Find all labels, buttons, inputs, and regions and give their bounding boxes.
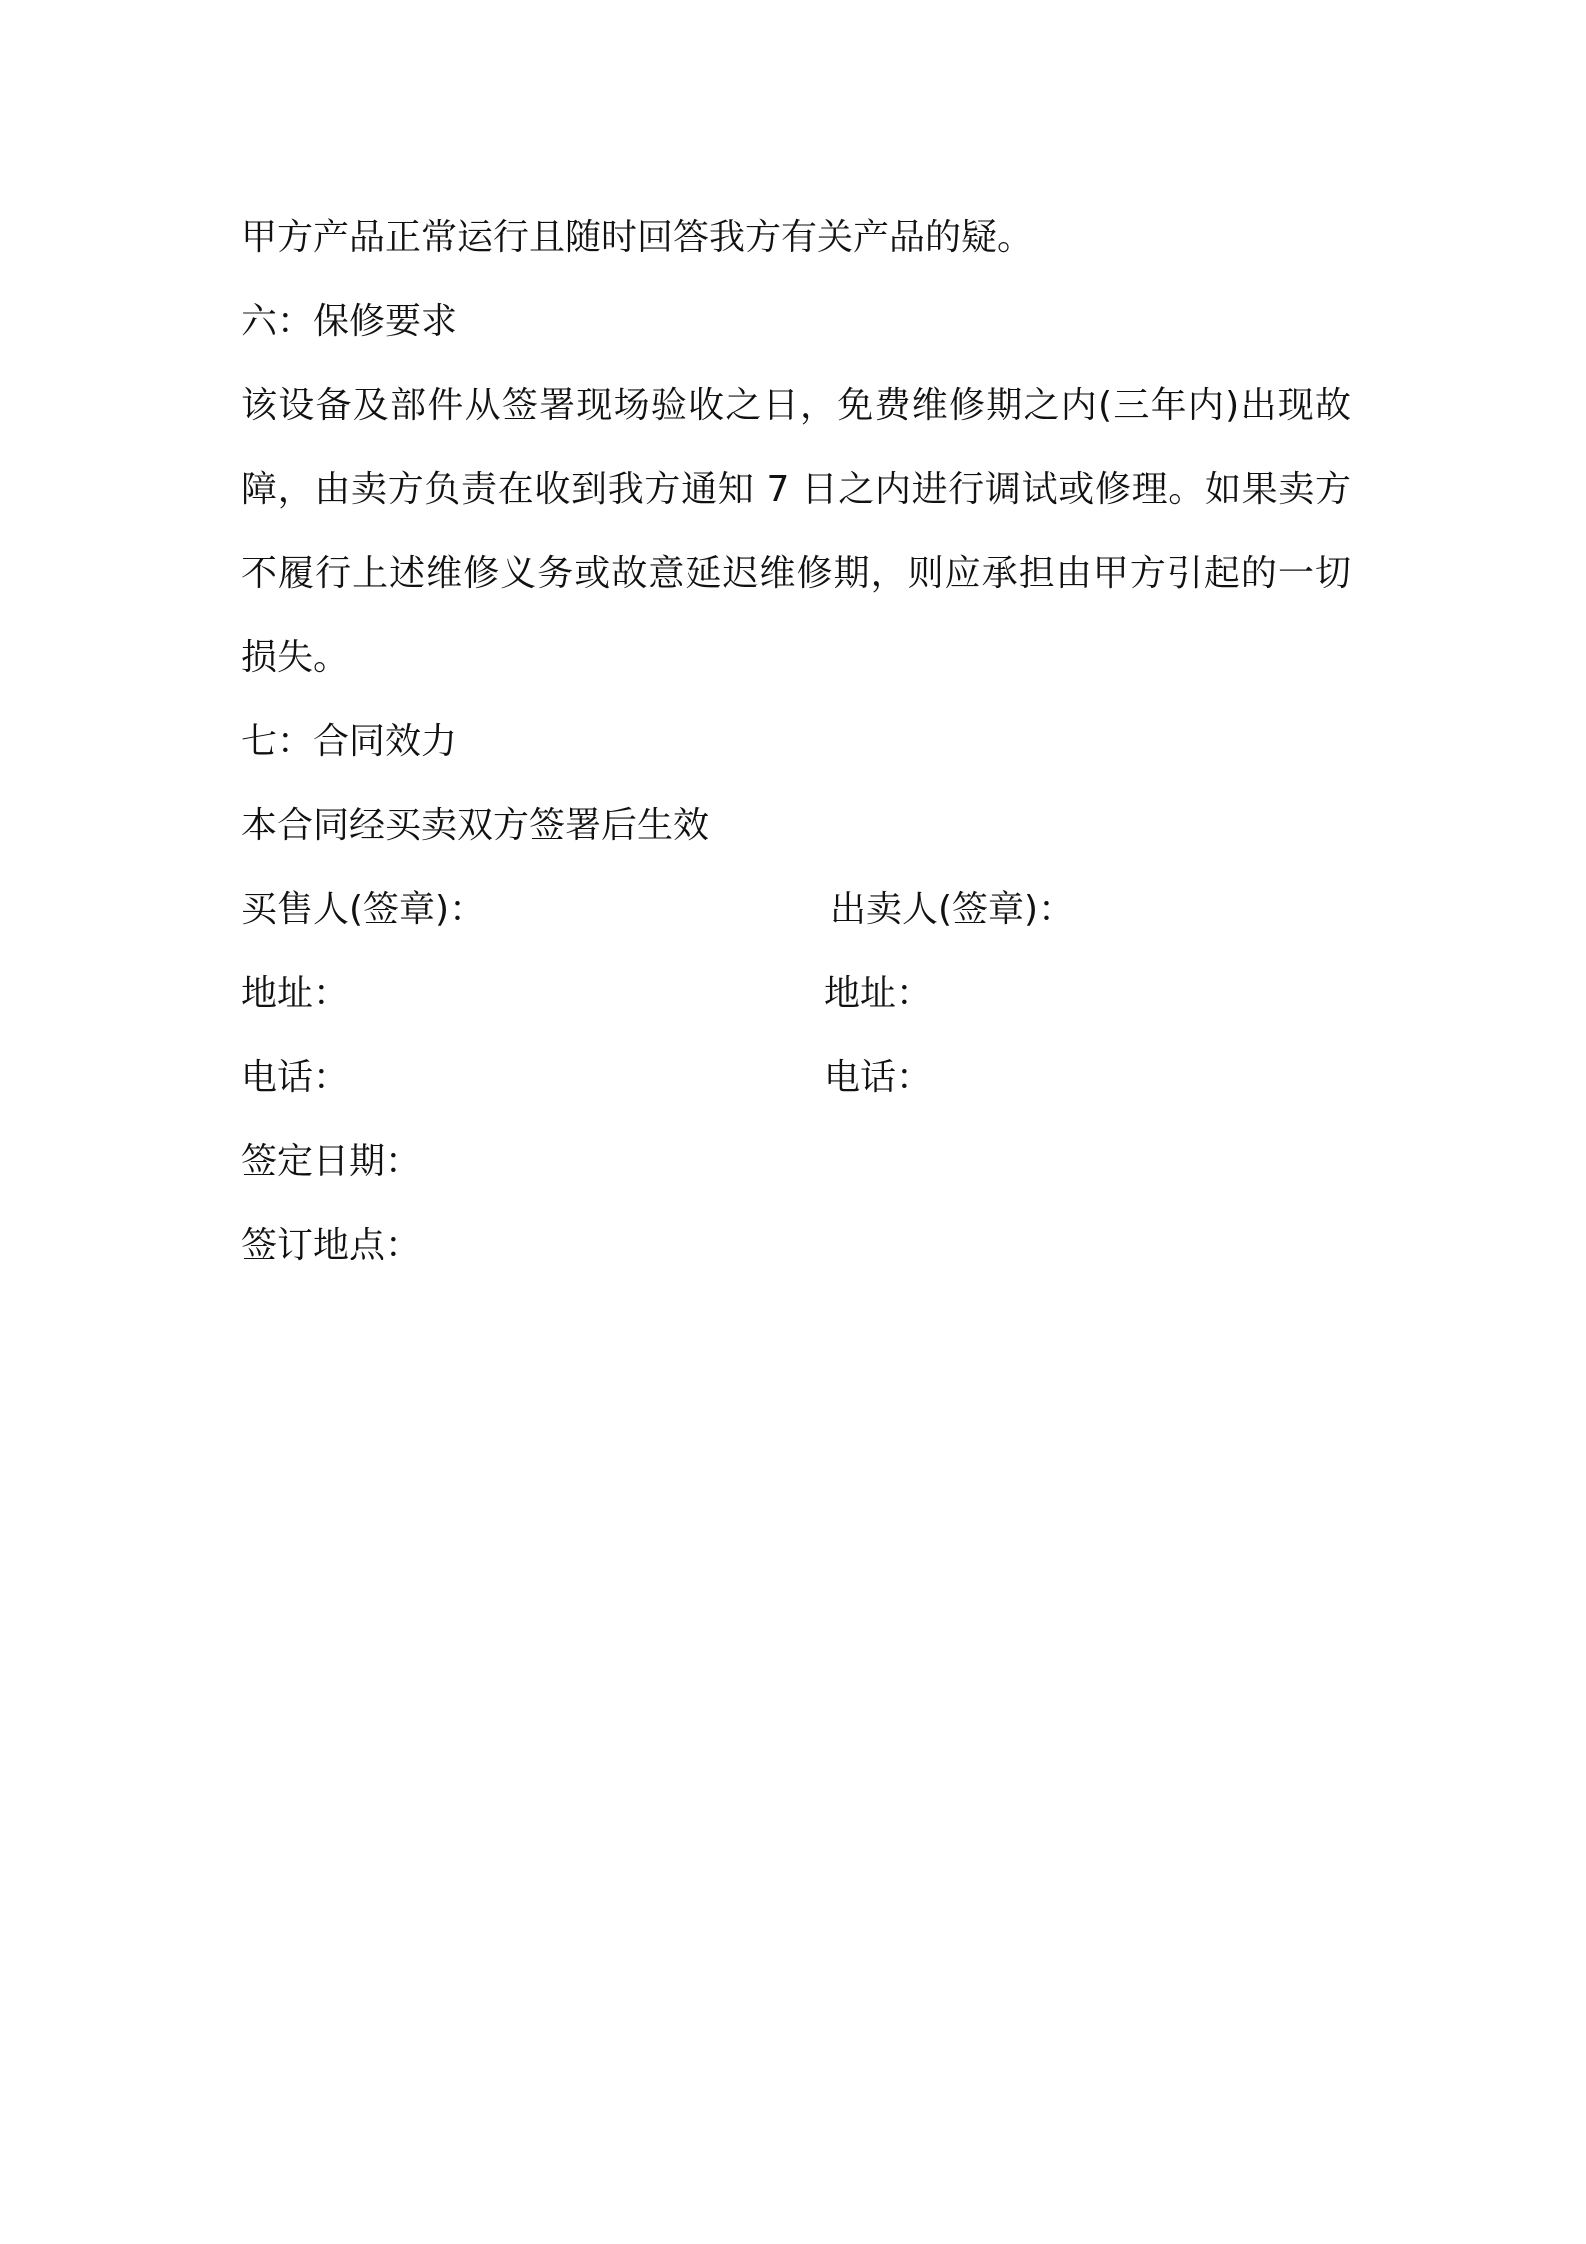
- sign-date-label: 签定日期：: [241, 1141, 422, 1182]
- seller-phone-label: 电话：: [824, 1057, 933, 1098]
- buyer-phone-label: 电话：: [241, 1057, 350, 1098]
- seller-address-label: 地址：: [824, 973, 933, 1014]
- sign-place-label: 签订地点：: [241, 1225, 422, 1266]
- document-content: [241, 196, 1351, 1288]
- continuation-text: 甲方产品正常运行且随时回答我方有关产品的疑。: [241, 217, 1034, 258]
- signature-row: [241, 868, 1351, 952]
- phone-row: [241, 1036, 1351, 1120]
- section-six-heading: 六：保修要求: [241, 301, 458, 342]
- address-row: [241, 952, 1351, 1036]
- seller-signature-label: 出卖人(签章)：: [830, 889, 1075, 930]
- section-seven-heading: 七：合同效力: [241, 721, 458, 762]
- buyer-signature-label: 买售人(签章)：: [241, 889, 486, 930]
- section-six-body: 该设备及部件从签署现场验收之日，免费维修期之内(三年内)出现故障，由卖方负责在收到我方通知 7 日之内进行调试或修理。如果卖方不履行上述维修义务或故意延迟维修期，则应承担由甲方引起的一切损失。: [241, 385, 1351, 678]
- buyer-address-label: 地址：: [241, 973, 350, 1014]
- section-seven-body: 本合同经买卖双方签署后生效: [241, 805, 710, 846]
